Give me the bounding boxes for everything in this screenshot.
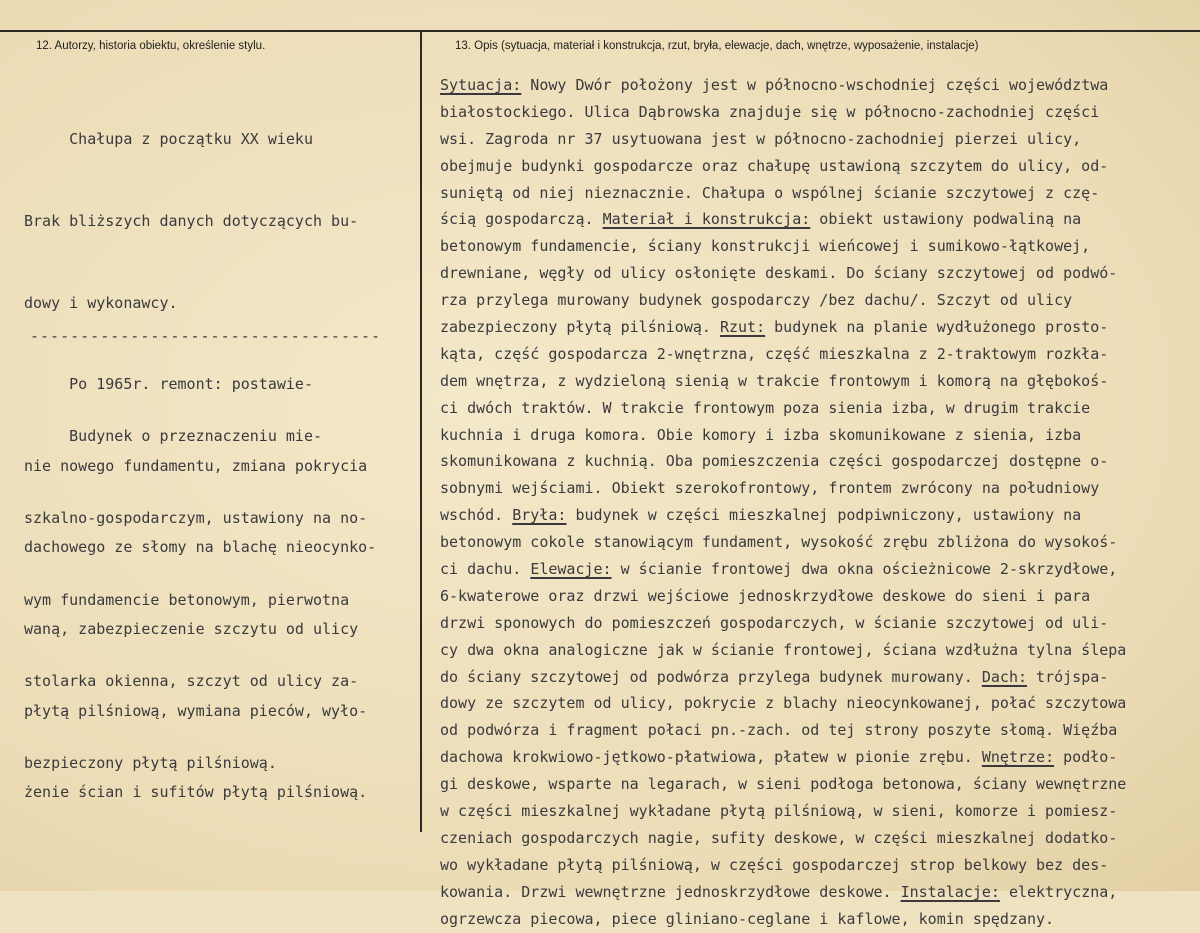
description-text-run: elektryczna,: [999, 882, 1118, 901]
description-text-run: czeniach gospodarczych nagie, sufity deskowe, w części mieszkalnej dodatko-: [440, 828, 1118, 847]
description-text-run: ci dwóch traktów. W trakcie frontowym poza sienia izba, w drugim trakcie: [440, 398, 1091, 417]
description-line: [440, 852, 1200, 879]
description-line: [440, 72, 1200, 99]
right-column-header: 13. Opis (sytuacja, materiał i konstrukcja, rzut, bryła, elewacje, dach, wnętrze, wyposażenie, instalacje): [455, 40, 979, 52]
style-line: szkalno-gospodarczym, ustawiony na no-: [24, 509, 368, 528]
description-text-run: obejmuje budynki gospodarcze oraz chałupę ustawioną szczytem do ulicy, od-: [440, 156, 1109, 175]
description-text-run: kąta, część gospodarcza 2-wnętrzna, część mieszkalna z 2-traktowym rozkła-: [440, 344, 1109, 363]
history-line: waną, zabezpieczenie szczytu od ulicy: [24, 620, 359, 639]
description-line: [440, 341, 1200, 368]
history-line: Po 1965r. remont: postawie-: [24, 375, 313, 394]
description-text-run: budynek na planie wydłużonego prosto-: [765, 318, 1109, 337]
description-line: [440, 99, 1200, 126]
description-text-run: kowania. Drzwi wewnętrzne jednoskrzydłowe deskowe.: [440, 882, 901, 901]
description-text-run: w części mieszkalnej wykładane płytą pilśniową, w sieni, komorze i pomiesz-: [440, 802, 1118, 821]
history-line: dowy i wykonawcy.: [24, 293, 178, 312]
description-line: [440, 771, 1200, 798]
description-line: [440, 368, 1200, 395]
section-heading: Instalacje:: [900, 882, 1000, 901]
style-line: wym fundamencie betonowym, pierwotna: [24, 590, 350, 609]
description-line: [440, 610, 1200, 637]
description-text-run: betonowym fundamencie, ściany konstrukcji wieńcowej i sumikowo-łątkowej,: [440, 237, 1091, 256]
description-text-run: kuchnia i druga komora. Obie komory i izba skomunikowane z sienia, izba: [440, 425, 1082, 444]
description-line: [440, 448, 1200, 475]
description-line: [440, 180, 1200, 207]
description-text-run: podło-: [1054, 748, 1118, 767]
description-text-run: zabezpieczony płytą pilśniową.: [440, 318, 720, 337]
description-line: [440, 664, 1200, 691]
description-text-run: Nowy Dwór położony jest w północno-wschodniej części województwa: [521, 76, 1109, 94]
description-text-run: drzwi sponowych do pomieszczeń gospodarczych, w ścianie szczytowej od uli-: [440, 613, 1109, 632]
description-text: [440, 72, 1200, 933]
section-heading: Sytuacja:: [440, 76, 522, 94]
style-line: bezpieczony płytą pilśniową.: [24, 753, 277, 772]
description-line: [440, 879, 1200, 906]
section-heading: Bryła:: [512, 506, 567, 525]
description-line: [440, 395, 1200, 422]
history-line: żenie ścian i sufitów płytą pilśniową.: [24, 783, 368, 802]
section-heading: Materiał i konstrukcja:: [602, 210, 811, 229]
description-line: [440, 502, 1200, 529]
description-text-run: wo wykładane płytą pilśniową, w części gospodarczej strop belkowy bez des-: [440, 855, 1109, 874]
top-rule: [0, 30, 1200, 32]
description-line: [440, 556, 1200, 583]
description-text-run: wsi. Zagroda nr 37 usytuowana jest w północno-zachodniej pierzei ulicy,: [440, 129, 1082, 148]
left-column-header: 12. Autorzy, historia obiektu, określenie stylu.: [36, 40, 266, 52]
description-line: [440, 422, 1200, 449]
description-text-run: ogrzewcza piecowa, piece gliniano-ceglane i kaflowe, komin spędzany.: [440, 909, 1055, 928]
description-text-run: cy dwa okna analogiczne jak w ścianie frontowej, ściana wzdłużna tylna ślepa: [440, 640, 1127, 659]
description-text-run: od podwórza i fragment połaci pn.-zach. od tej strony poszyte słomą. Więźba: [440, 721, 1118, 740]
description-line: [440, 233, 1200, 260]
description-text-run: dem wnętrza, z wydzieloną sienią w trakcie frontowym i komorą na głębokoś-: [440, 371, 1109, 390]
description-line: [440, 153, 1200, 180]
section-heading: Wnętrze:: [981, 748, 1055, 767]
description-text-run: wschód.: [440, 506, 513, 525]
description-line: [440, 637, 1200, 664]
description-text-run: ci dachu.: [440, 560, 531, 579]
description-text-run: gi deskowe, wsparte na legarach, w sieni podłoga betonowa, ściany wewnętrzne: [440, 775, 1127, 794]
description-text-run: drewniane, węgły od ulicy osłonięte deskami. Do ściany szczytowej od podwó-: [440, 264, 1118, 283]
style-line: stolarka okienna, szczyt od ulicy za-: [24, 672, 359, 691]
description-text-run: skomunikowana z kuchnią. Oba pomieszczenia części gospodarczej dostępne o-: [440, 452, 1109, 471]
description-line: [440, 206, 1200, 233]
description-line: [440, 529, 1200, 556]
description-line: [440, 260, 1200, 287]
history-line: nie nowego fundamentu, zmiana pokrycia: [24, 456, 368, 475]
description-line: [440, 314, 1200, 341]
separator-line: -----------------------------------: [30, 327, 382, 345]
description-line: [440, 287, 1200, 314]
description-text-run: dachowa krokwiowo-jętkowo-płatwiowa, płatew w pionie zrębu.: [440, 748, 982, 767]
description-text-run: 6-kwaterowe oraz drzwi wejściowe jednoskrzydłowe deskowe do sieni i para: [440, 586, 1091, 605]
description-line: [440, 126, 1200, 153]
description-line: [440, 798, 1200, 825]
description-text-run: rza przylega murowany budynek gospodarczy /bez dachu/. Szczyt od ulicy: [440, 291, 1073, 310]
description-line: [440, 690, 1200, 717]
description-line: [440, 744, 1200, 771]
description-line: [440, 475, 1200, 502]
description-line: [440, 906, 1200, 933]
description-text-run: budynek w części mieszkalnej podpiwniczony, ustawiony na: [566, 506, 1082, 525]
history-line: Brak bliższych danych dotyczących bu-: [24, 212, 359, 231]
description-text-run: sobnymi wejściami. Obiekt szerokofrontowy, frontem zwrócony na południowy: [440, 479, 1100, 498]
section-heading: Dach:: [981, 667, 1028, 686]
description-line: [440, 825, 1200, 852]
description-line: [440, 583, 1200, 610]
description-text-run: dowy ze szczytem od ulicy, pokrycie z blachy nieocynkowanej, połać szczytowa: [440, 694, 1127, 713]
description-text-run: ścią gospodarczą.: [440, 210, 603, 229]
description-text-run: suniętą od niej nieznacznie. Chałupa o wspólnej ścianie szczytowej z czę-: [440, 183, 1100, 202]
style-paragraph: [24, 369, 414, 804]
column-divider: [420, 32, 422, 832]
style-line: Budynek o przeznaczeniu mie-: [24, 427, 323, 446]
history-line: dachowego ze słomy na blachę nieocynko-: [24, 538, 377, 557]
section-heading: Elewacje:: [530, 560, 612, 579]
description-text-run: betonowym cokole stanowiącym fundament, wysokość zrębu zbliżona do wysokoś-: [440, 533, 1118, 552]
history-line: Chałupa z początku XX wieku: [24, 130, 313, 149]
description-text-run: białostockiego. Ulica Dąbrowska znajduje się w północno-zachodniej części: [440, 102, 1100, 121]
description-line: [440, 717, 1200, 744]
description-text-run: obiekt ustawiony podwaliną na: [810, 210, 1082, 229]
description-text-run: trójspa-: [1027, 667, 1109, 686]
description-text-run: w ścianie frontowej dwa okna ościeżnicowe 2-skrzydłowe,: [611, 560, 1118, 579]
section-heading: Rzut:: [719, 318, 766, 337]
history-line: płytą pilśniową, wymiana pieców, wyło-: [24, 701, 368, 720]
description-text-run: do ściany szczytowej od podwórza przylega budynek murowany.: [440, 667, 982, 686]
